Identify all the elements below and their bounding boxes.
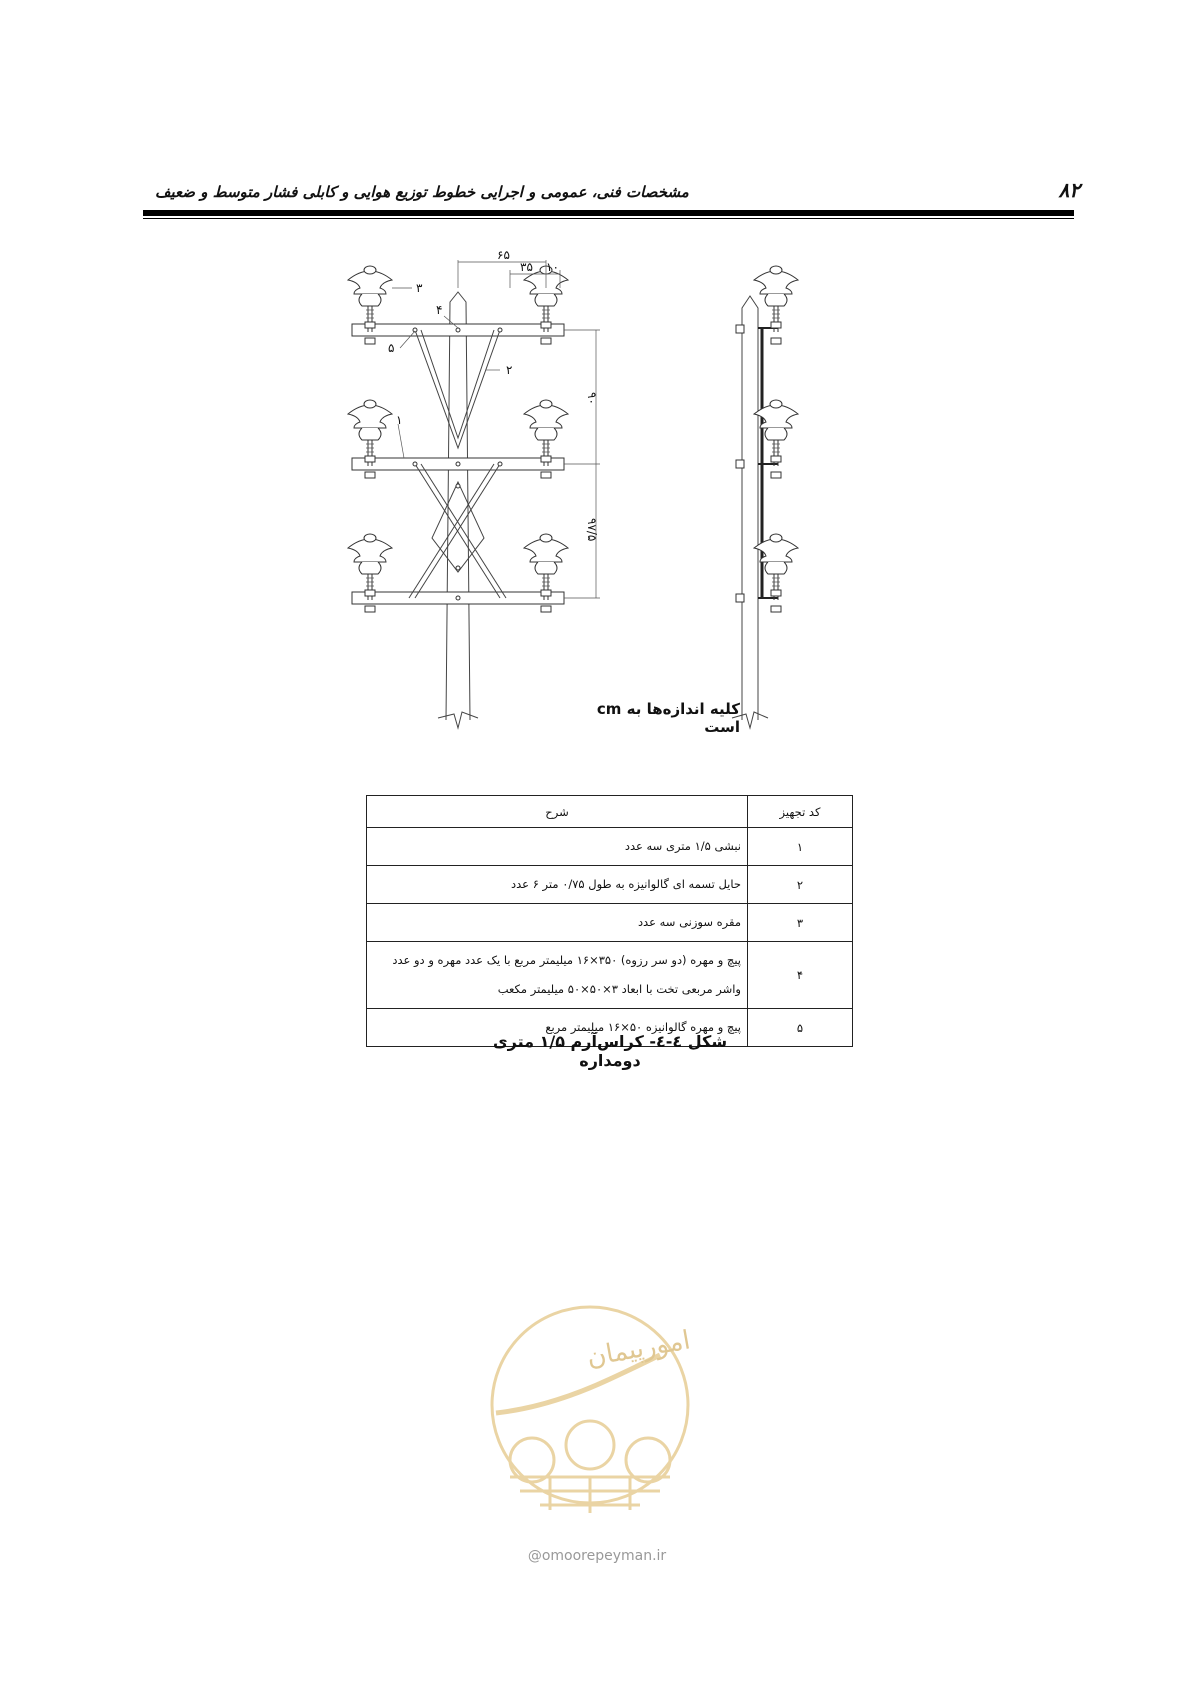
side-view bbox=[732, 266, 798, 728]
page-number: ۸۲ bbox=[1058, 178, 1080, 202]
row-desc-line-2: واشر مربعی تخت با ابعاد ۳×۵۰×۵۰ میلیمتر مکعب bbox=[497, 982, 741, 996]
dim-10: ۱۰ bbox=[546, 260, 559, 274]
table-row bbox=[367, 904, 853, 942]
header-rule-thick bbox=[143, 210, 1074, 216]
header-rule-thin bbox=[143, 218, 1074, 219]
table-header-desc: شرح bbox=[367, 796, 748, 828]
callout-1: ۱ bbox=[396, 413, 403, 427]
row-desc: مقره سوزنی سه عدد bbox=[367, 904, 748, 942]
row-code: ۱ bbox=[748, 828, 853, 866]
front-view bbox=[348, 248, 600, 728]
row-code: ۴ bbox=[748, 942, 853, 1009]
row-desc: حایل تسمه ای گالوانیزه به طول ۰/۷۵ متر ۶ عدد bbox=[367, 866, 748, 904]
running-header-title: مشخصات فنی، عمومی و اجرایی خطوط توزیع هوایی و کابلی فشار متوسط و ضعیف bbox=[155, 183, 689, 201]
table-row bbox=[367, 828, 853, 866]
dim-90: ۹۰ bbox=[585, 392, 599, 405]
row-desc: پیچ و مهره گالوانیزه ۵۰×۱۶ میلیمتر مربع bbox=[367, 1009, 748, 1047]
callout-2: ۲ bbox=[506, 363, 513, 377]
dim-65: ۶۵ bbox=[497, 248, 510, 262]
row-code: ۵ bbox=[748, 1009, 853, 1047]
table-row bbox=[367, 942, 853, 1009]
watermark-logo bbox=[490, 1295, 693, 1525]
callout-4: ۴ bbox=[436, 303, 443, 317]
figure-caption: شکل ٤-٤- کراس‌آرم ۱/۵ متری دومداره bbox=[492, 1032, 728, 1070]
watermark-script: امورپیمان bbox=[584, 1325, 693, 1373]
table-header-row bbox=[367, 796, 853, 828]
units-note: کلیه اندازه‌ها به cm است bbox=[596, 700, 740, 736]
callout-5: ۵ bbox=[388, 341, 395, 355]
dim-97-5: ۹۷/۵ bbox=[585, 518, 599, 542]
dim-35: ۳۵ bbox=[520, 260, 533, 274]
row-desc: نبشی ۱/۵ متری سه عدد bbox=[367, 828, 748, 866]
row-code: ۲ bbox=[748, 866, 853, 904]
callout-3: ۳ bbox=[416, 281, 423, 295]
row-code: ۳ bbox=[748, 904, 853, 942]
row-desc bbox=[367, 942, 748, 1009]
watermark-url: @omoorepeyman.ir bbox=[527, 1548, 667, 1564]
row-desc-line-1: پیچ و مهره (دو سر رزوه) ۳۵۰×۱۶ میلیمتر مربع با یک عدد مهره و دو عدد bbox=[392, 953, 741, 967]
table-row bbox=[367, 866, 853, 904]
parts-table bbox=[366, 795, 853, 1047]
table-header-code: کد تجهیز bbox=[748, 796, 853, 828]
